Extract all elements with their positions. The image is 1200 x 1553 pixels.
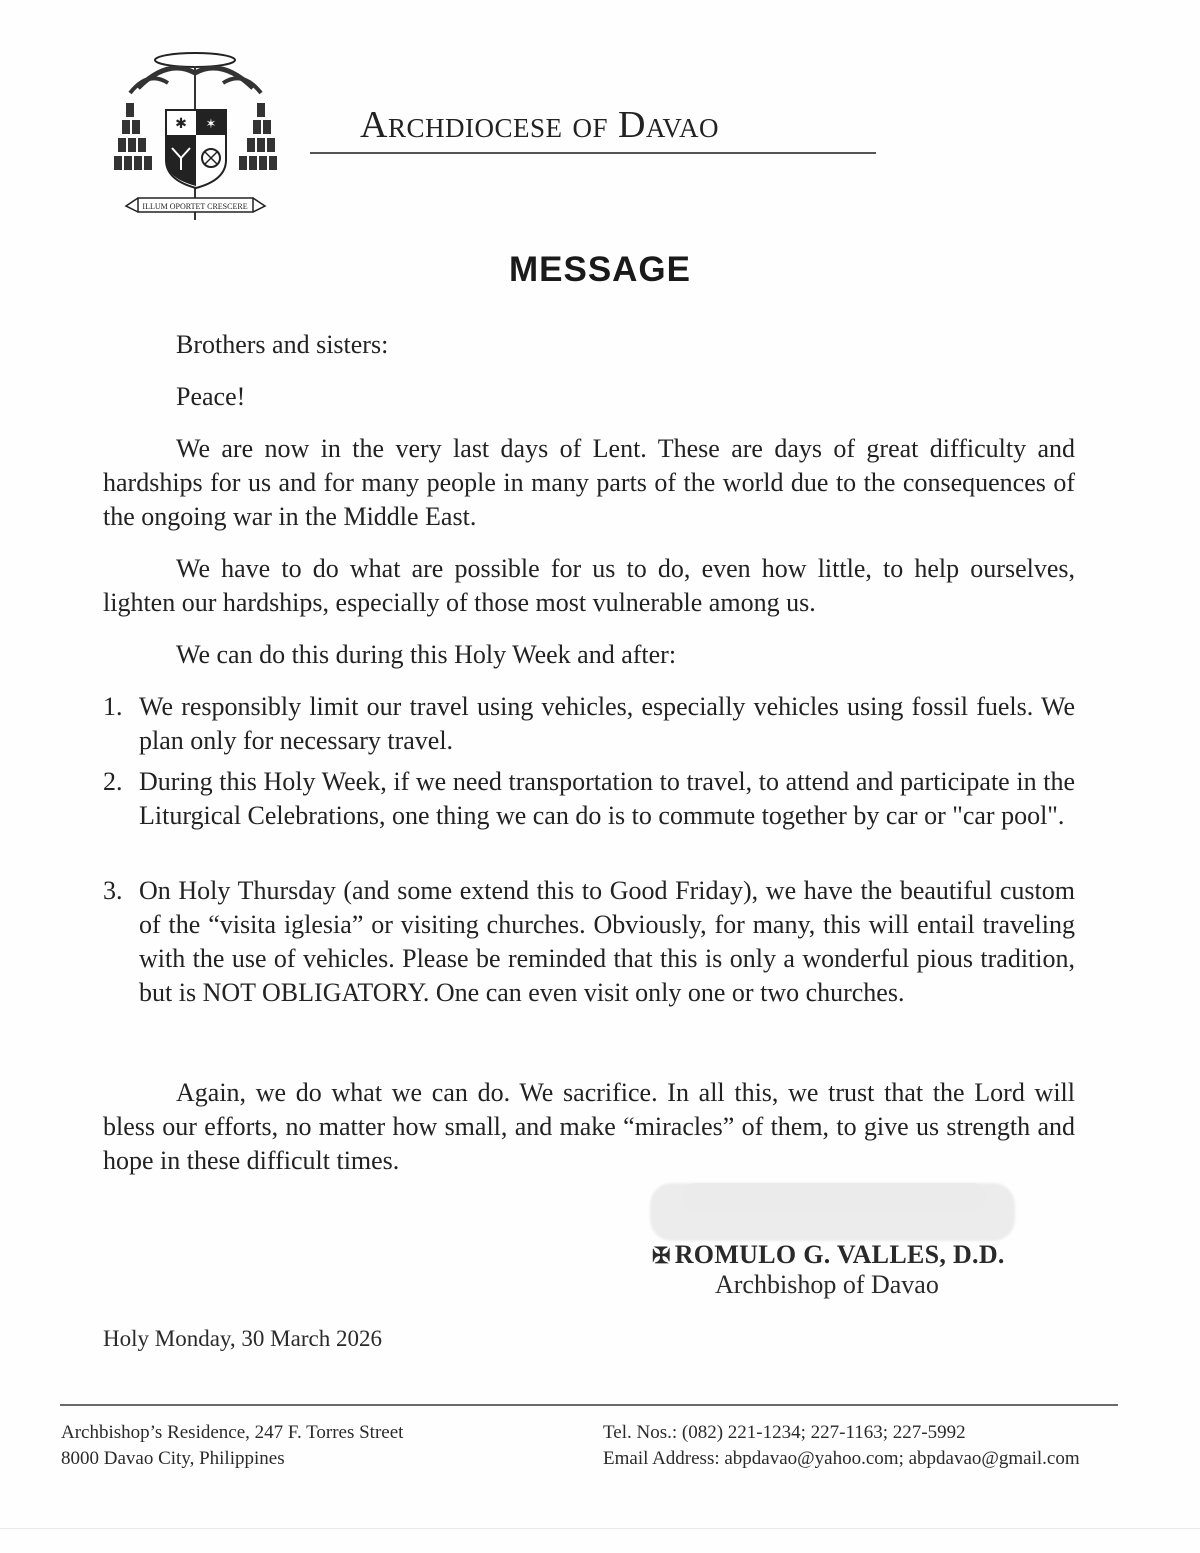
paragraph-2: We have to do what are possible for us to do, even how little, to help ourselves, lighten our hardships, especially of those most vulnerable among us. [103,554,1075,617]
date: Holy Monday, 30 March 2026 [103,1326,382,1351]
telephone-numbers: Tel. Nos.: (082) 221-1234; 227-1163; 227-5992 [603,1422,966,1443]
footer-divider [60,1404,1118,1406]
header-divider [310,152,876,154]
organization-title: Archdiocese of Davao [360,104,719,146]
svg-text:✶: ✶ [205,116,217,131]
list-number: 3. [103,876,123,905]
page-edge [0,1528,1200,1529]
coat-of-arms-icon [108,48,283,223]
address-line-2: 8000 Davao City, Philippines [61,1448,285,1469]
list-item [103,690,1075,758]
closing-paragraph: Again, we do what we can do. We sacrifice. In all this, we trust that the Lord will bless our efforts, no matter how small, and make “miracles” of them, to give us strength and hope in these difficult times. [103,1078,1075,1175]
list-text: On Holy Thursday (and some extend this to Good Friday), we have the beautiful custom of the “visita iglesia” or visiting churches. Obviously, for many, this will entail traveling with the use of vehicles. Please be reminded that this is only a wonderful pious tradition, but is NOT OBLIGATORY. One can even visit only one or two churches. [139,876,1075,1007]
email-addresses: Email Address: abpdavao@yahoo.com; abpdavao@gmail.com [603,1448,1080,1469]
paragraph-3: We can do this during this Holy Week and after: [176,640,677,669]
redacted-signature-top [682,1183,987,1211]
signatory-name-text: ROMULO G. VALLES, D.D. [674,1240,1005,1269]
signatory-title: Archbishop of Davao [715,1270,939,1299]
list-number: 2. [103,767,123,796]
svg-text:✱: ✱ [175,117,187,132]
address-line-1: Archbishop’s Residence, 247 F. Torres Street [61,1422,404,1443]
paragraph-1: We are now in the very last days of Lent. These are days of great difficulty and hardships for us and for many people in many parts of the world due to the consequences of the ongoing war in the Middle East. [103,434,1075,531]
footer-contact [603,1420,1080,1472]
list-text: During this Holy Week, if we need transportation to travel, to attend and participate in the Liturgical Celebrations, one thing we can do is to commute together by car or "car pool". [139,767,1075,830]
footer-address [61,1420,403,1472]
list-item [103,765,1075,833]
svg-text:ILLUM OPORTET CRESCERE: ILLUM OPORTET CRESCERE [142,202,248,211]
greeting: Peace! [176,382,246,411]
list-text: We responsibly limit our travel using vehicles, especially vehicles using fossil fuels. We plan only for necessary travel. [139,692,1075,755]
list-item [103,874,1075,1010]
cross-icon: ✠ [652,1243,671,1268]
message-heading: MESSAGE [508,250,692,289]
salutation: Brothers and sisters: [176,330,389,359]
list-number: 1. [103,692,123,721]
signatory-name [652,1240,1005,1270]
